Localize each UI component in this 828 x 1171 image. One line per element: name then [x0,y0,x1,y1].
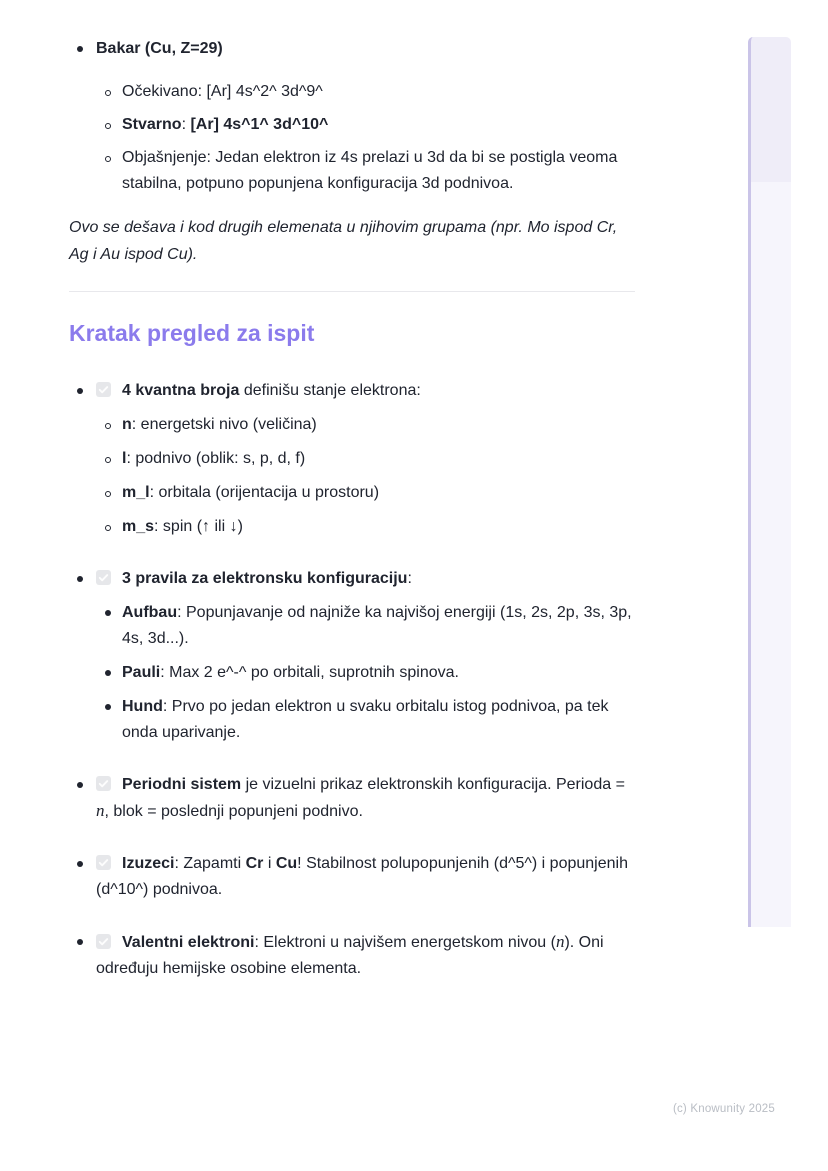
rules-term: 3 pravila za elektronsku konfiguraciju [122,570,408,587]
copyright-text: (c) Knowunity 2025 [672,1103,775,1115]
list-item [96,412,635,438]
bullet-icon [69,772,96,788]
copper-list [69,36,635,197]
list-item [96,514,635,540]
circle-bullet-icon [96,446,122,463]
checklist-item-rules [69,566,635,746]
bullet-icon [69,851,96,867]
exceptions-r2: i [263,855,276,872]
term-pauli-desc: : Max 2 e^-^ po orbitali, suprotnih spinova. [160,664,459,681]
term-hund-desc: : Prvo po jedan elektron u svaku orbitalu istog podnivoa, pa tek onda uparivanje. [122,698,609,741]
term-aufbau-desc: : Popunjavanje od najniže ka najvišoj energiji (1s, 2s, 2p, 3s, 3p, 4s, 3d...). [122,604,632,647]
checked-checkbox-icon [96,855,111,870]
list-item [96,79,635,105]
divider [69,291,635,292]
periodic-end: , blok = poslednji popunjeni podnivo. [104,803,363,820]
expected-config-text: Očekivano: [Ar] 4s^2^ 3d^9^ [122,83,323,100]
list-item [96,600,635,652]
valence-term: Valentni elektroni [122,934,255,951]
exceptions-r1: : Zapamti [174,855,246,872]
term-ms: m_s [122,518,155,535]
quantum-rest: definišu stanje elektrona: [239,382,421,399]
rules-sub-list [96,600,635,746]
math-var-n: n [96,801,105,820]
circle-bullet-icon [96,145,122,162]
checked-checkbox-icon [96,934,111,949]
rules-rest: : [407,570,412,587]
bullet-icon [96,600,122,616]
term-n-desc: : energetski nivo (veličina) [131,416,317,433]
math-var-n: n [555,932,565,951]
list-item [96,145,635,197]
exceptions-r3: ! Stabilnost polupopunjenih (d^5^) i popunjenih (d^10^) podnivoa. [96,855,628,898]
checked-checkbox-icon [96,382,111,397]
quantum-term: 4 kvantna broja [122,382,240,399]
explanation-text: Objašnjenje: Jedan elektron iz 4s prelazi u 3d da bi se postigla veoma stabilna, potpuno popunjena konfiguracija 3d podnivoa. [122,149,618,192]
term-l-desc: : podnivo (oblik: s, p, d, f) [126,450,306,467]
valence-r2: ). Oni određuju hemijske osobine elementa. [96,934,604,977]
scrollbar-track[interactable] [748,37,791,927]
list-item [96,660,635,686]
list-item [96,480,635,506]
term-aufbau: Aufbau [122,604,178,621]
circle-bullet-icon [96,480,122,497]
document-content [69,36,635,982]
term-hund: Hund [122,698,163,715]
circle-bullet-icon [96,112,122,129]
copper-title [96,36,635,62]
actual-config-label: Stvarno [122,116,182,133]
bullet-icon [69,566,96,582]
term-pauli: Pauli [122,664,161,681]
summary-checklist [69,378,635,982]
circle-bullet-icon [96,514,122,531]
periodic-term: Periodni sistem [122,776,242,793]
copper-sub-list [96,79,635,197]
bullet-icon [69,378,96,394]
checked-checkbox-icon [96,776,111,791]
bullet-icon [69,36,96,52]
term-l: l [122,450,127,467]
term-ms-desc: : spin (↑ ili ↓) [154,518,243,535]
element-cr: Cr [245,855,264,872]
checklist-item-valence [69,929,635,982]
separator-text: : [181,116,191,133]
checked-checkbox-icon [96,570,111,585]
italic-note: Ovo se dešava i kod drugih elemenata u njihovim grupama (npr. Mo ispod Cr, Ag i Au ispod Cu). [69,219,618,263]
checklist-item-periodic [69,772,635,825]
checklist-item-exceptions [69,851,635,903]
copper-title-text: Bakar (Cu, Z=29) [96,40,223,57]
term-n: n [122,416,132,433]
actual-config-value: [Ar] 4s^1^ 3d^10^ [190,116,329,133]
exceptions-term: Izuzeci [122,855,175,872]
circle-bullet-icon [96,412,122,429]
bullet-icon [69,929,96,945]
bullet-icon [96,660,122,676]
quantum-sub-list [96,412,635,540]
term-ml: m_l [122,484,150,501]
list-item [96,446,635,472]
valence-r1: : Elektroni u najvišem energetskom nivou ( [254,934,556,951]
list-item [96,694,635,746]
periodic-mid: je vizuelni prikaz elektronskih konfiguracija. Perioda = [241,776,625,793]
circle-bullet-icon [96,79,122,96]
bullet-icon [96,694,122,710]
element-cu: Cu [275,855,298,872]
term-ml-desc: : orbitala (orijentacija u prostoru) [149,484,380,501]
section-heading: Kratak pregled za ispit [69,320,315,346]
list-item [69,36,635,197]
checklist-item-quantum [69,378,635,540]
list-item [96,112,635,138]
